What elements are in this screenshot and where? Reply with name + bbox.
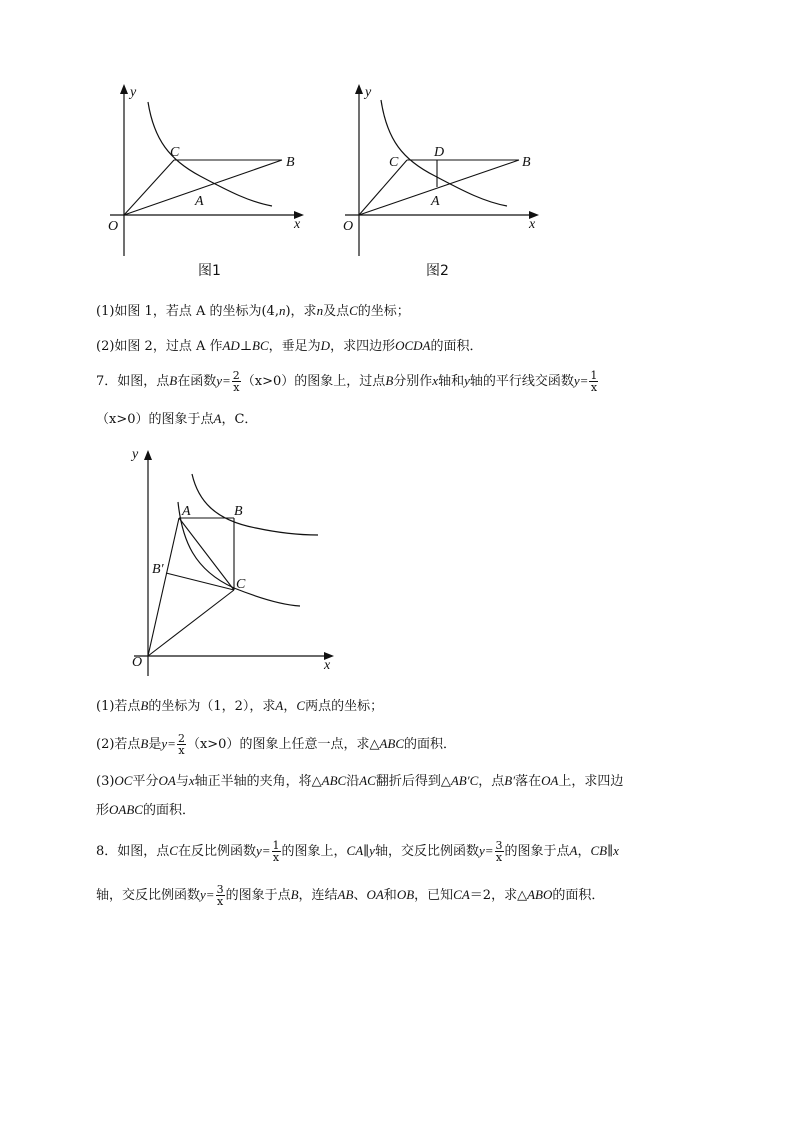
q7-p2-fraction — [177, 733, 186, 756]
q8-x: x — [613, 843, 619, 858]
q6-part2 — [96, 337, 482, 356]
q7-p3-text-e: 沿 — [346, 774, 360, 789]
q6-p1-text-c: 及点 — [323, 304, 350, 319]
label-y: y — [130, 85, 137, 100]
q8-yeq3: y= — [200, 887, 215, 902]
q6-p1-n2: n — [316, 303, 324, 318]
q7-p3-text-f: 翻折后得到△ — [375, 774, 451, 789]
q7-p3-text-a: (3) — [96, 774, 115, 789]
q8-frac2-den: x — [495, 851, 503, 864]
q7-frac1-num: 2 — [232, 369, 240, 382]
y-axis-arrow — [120, 84, 128, 94]
label-d: D — [434, 145, 445, 160]
q7-p3-text-g: ，点 — [478, 774, 505, 789]
q7-p2-text-d: 的面积． — [404, 737, 457, 752]
q7-p2-text-b: 是 — [148, 737, 162, 752]
q7-p3-ac: AC — [359, 773, 376, 788]
label-x: x — [294, 217, 301, 232]
q7-p2-tri: ABC — [379, 736, 404, 751]
q7-text-c: 的图象上，过点 — [294, 374, 386, 389]
label-x: x — [529, 217, 536, 232]
label-o: O — [132, 655, 143, 670]
curve-y-2-over-x — [192, 474, 318, 535]
figure-2 — [335, 80, 555, 260]
q8-text-g: ， — [577, 844, 591, 859]
q7-frac2-num: 1 — [590, 369, 598, 382]
q8-text-f: 的图象于点 — [504, 844, 570, 859]
q7-p2-text-c: 的图象上任意一点，求△ — [239, 737, 380, 752]
q8-frac3-den: x — [216, 895, 224, 908]
q7-p2-frac-num: 2 — [177, 732, 185, 745]
q8-c: C — [169, 843, 178, 858]
q7-p3-text-h: 落在 — [515, 774, 542, 789]
label-a: A — [431, 194, 440, 209]
q6-p1-coord-close: ) — [285, 304, 291, 319]
q7-frac2-den: x — [590, 381, 598, 394]
q7-part2 — [96, 733, 456, 756]
q6-p2-d: D — [320, 338, 331, 353]
q7-p3-text-j: 形 — [96, 803, 110, 818]
q6-p1-n: n — [278, 303, 286, 318]
q7-p3-text-b: 平分 — [132, 774, 159, 789]
q7-text-d: 分别作 — [393, 374, 433, 389]
q8-text-p: 的面积． — [552, 888, 605, 903]
q7-p2-b: B — [140, 736, 149, 751]
q7-fraction-2 — [589, 370, 598, 393]
q7-text-a: 7．如图，点 — [96, 374, 170, 389]
q7-stem-line2 — [96, 410, 257, 429]
q6-part1 — [96, 302, 410, 321]
q8-fraction-3 — [216, 884, 225, 907]
q7-p3-text-k: 的面积． — [142, 803, 195, 818]
q8-abo: ABO — [527, 887, 553, 902]
label-x: x — [324, 658, 331, 673]
q7-text-f: 轴的平行线交函数 — [469, 374, 574, 389]
q7-p2-frac-den: x — [178, 744, 185, 757]
q7-y: y — [464, 373, 470, 388]
q7-text-g: ，C． — [221, 412, 258, 427]
q7-b: B — [169, 373, 178, 388]
figure-3 — [124, 440, 354, 680]
q7-p3-oc: OC — [114, 773, 133, 788]
q8-line1 — [96, 840, 619, 863]
q7-p3-bp: B′ — [504, 773, 516, 788]
q7-p3-quad: OABC — [109, 802, 143, 817]
q8-text-k: ，连结 — [298, 888, 338, 903]
q7-p3-tri: ABC — [321, 773, 347, 788]
q7-cond2: （x>0）的图象于点 — [96, 412, 214, 427]
q6-p2-text-b: ，垂足为 — [268, 339, 321, 354]
y-axis-arrow — [355, 84, 363, 94]
q8-frac1-num: 1 — [272, 839, 280, 852]
q8-text-l: 、 — [353, 888, 367, 903]
q7-p2-yeq: y= — [161, 736, 176, 751]
q8-fraction-1 — [272, 840, 281, 863]
q7-text-b: 在函数 — [177, 374, 217, 389]
q8-text-o: ＝2，求△ — [469, 888, 528, 903]
label-o: O — [343, 219, 354, 234]
q7-part3-line1 — [96, 772, 623, 791]
segment-ac — [179, 518, 234, 590]
q7-part3-line2 — [96, 801, 195, 820]
q7-p1-c: C — [296, 698, 306, 713]
q6-p1-text-d: 的坐标； — [357, 304, 410, 319]
hyperbola-curve — [148, 102, 272, 206]
q6-p1-text-a: (1)如图 1，若点 A 的坐标为 — [96, 304, 262, 319]
q8-frac2-num: 3 — [495, 839, 503, 852]
q7-fraction-1 — [232, 370, 241, 393]
label-y: y — [132, 447, 139, 462]
q6-p1-c: C — [349, 303, 358, 318]
q8-cb: CB — [590, 843, 608, 858]
q8-line2 — [96, 884, 604, 907]
q7-yeq: y= — [216, 373, 231, 388]
q7-text-e: 轴和 — [438, 374, 465, 389]
q8-text-n: ，已知 — [414, 888, 454, 903]
q7-p1-text-c: ， — [283, 699, 297, 714]
q8-oa: OA — [366, 887, 384, 902]
figure-2-graph — [335, 80, 555, 260]
q7-frac1-den: x — [233, 381, 240, 394]
label-c: C — [236, 577, 246, 592]
q8-text-h: ∥ — [607, 844, 614, 859]
q8-yeq1: y= — [255, 843, 271, 858]
q8-text-e: 轴，交反比例函数 — [374, 844, 479, 859]
q8-text-c: 的图象上， — [281, 844, 347, 859]
q8-text-j: 的图象于点 — [225, 888, 291, 903]
q7-cond: （x>0） — [241, 374, 295, 389]
label-y: y — [365, 85, 372, 100]
label-o: O — [108, 219, 119, 234]
q7-b2: B — [385, 373, 394, 388]
label-a: A — [195, 194, 204, 209]
q7-p2-cond: （x>0） — [186, 737, 240, 752]
q7-p1-b: B — [140, 698, 149, 713]
figure-3-graph — [124, 440, 354, 680]
label-c: C — [389, 155, 399, 170]
q8-text-b: 在反比例函数 — [177, 844, 256, 859]
y-axis-arrow — [144, 450, 152, 460]
q8-a: A — [569, 843, 578, 858]
q7-stem-line1 — [96, 370, 599, 393]
q8-ca-eq: CA — [453, 887, 470, 902]
q7-p3-tri2: AB′C — [450, 773, 479, 788]
q7-p3-text-c: 与 — [175, 774, 189, 789]
q7-part1 — [96, 697, 383, 716]
label-b: B — [522, 155, 531, 170]
q7-p1-text-b: 的坐标为（1，2），求 — [148, 699, 276, 714]
q8-fraction-2 — [495, 840, 504, 863]
q8-yeq2: y= — [478, 843, 494, 858]
q7-x: x — [432, 373, 439, 388]
q8-b: B — [290, 887, 299, 902]
q8-ab: AB — [337, 887, 354, 902]
label-c: C — [170, 145, 180, 160]
q6-p2-perp: AD⊥BC — [222, 338, 269, 353]
q6-p1-coord: (4, — [261, 304, 279, 319]
q7-p1-text-d: 两点的坐标； — [305, 699, 384, 714]
q8-text-d: ∥ — [363, 844, 370, 859]
q7-p3-text-d: 轴正半轴的夹角，将△ — [194, 774, 322, 789]
q7-yeq2: y= — [573, 373, 589, 388]
q6-p2-text-c: ，求四边形 — [330, 339, 396, 354]
q7-p3-x: x — [188, 773, 195, 788]
q7-p1-text-a: (1)若点 — [96, 699, 141, 714]
q8-frac1-den: x — [272, 851, 280, 864]
q7-p1-a: A — [275, 698, 284, 713]
label-b: B — [286, 155, 295, 170]
segment-b-prime-c — [166, 573, 234, 590]
q7-p3-text-i: 上，求四边 — [558, 774, 624, 789]
q7-a: A — [213, 411, 222, 426]
q8-text-a: 8．如图，点 — [96, 844, 170, 859]
q7-p3-oa2: OA — [541, 773, 559, 788]
q7-p2-text-a: (2)若点 — [96, 737, 141, 752]
q8-ca: CA — [346, 843, 364, 858]
figure-1-caption: 图1 — [198, 263, 221, 279]
q8-frac3-num: 3 — [216, 883, 224, 896]
q8-text-m: 和 — [383, 888, 397, 903]
figure-1-graph — [100, 80, 320, 260]
q8-y: y — [369, 843, 375, 858]
q8-text-i: 轴，交反比例函数 — [96, 888, 201, 903]
q7-p3-oa: OA — [158, 773, 176, 788]
label-b-prime: B′ — [152, 562, 164, 577]
q6-p2-text-d: 的面积． — [430, 339, 483, 354]
figure-1 — [100, 80, 320, 260]
label-b: B — [234, 504, 243, 519]
q6-p2-quad: OCDA — [395, 338, 431, 353]
label-a: A — [182, 504, 191, 519]
q6-p1-text-b: ，求 — [290, 304, 317, 319]
q8-ob: OB — [396, 887, 415, 902]
q6-p2-text-a: (2)如图 2，过点 A 作 — [96, 339, 223, 354]
figure-2-caption: 图2 — [426, 263, 449, 279]
